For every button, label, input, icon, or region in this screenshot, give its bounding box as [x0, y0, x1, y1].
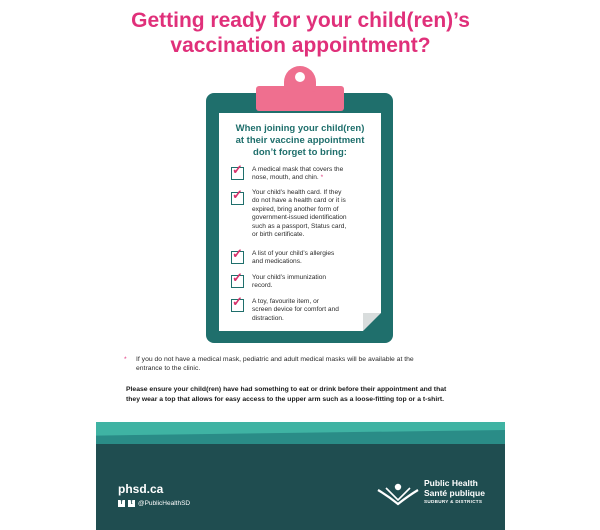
footnote-text — [136, 355, 456, 373]
twitter-icon[interactable]: t — [128, 500, 135, 507]
checklist-item-line: A toy, favourite item, or — [252, 298, 319, 305]
checklist-heading-line-1: When joining your child(ren) — [235, 123, 365, 134]
checklist-heading — [219, 123, 381, 159]
checklist-item-line: Your child’s health card. If they — [252, 189, 342, 196]
checklist-item-line: and medications. — [252, 258, 302, 266]
checklist-item-line: screen device for comfort and — [252, 306, 339, 314]
checkmark-icon: ✓ — [232, 294, 243, 309]
footnote-line-2: entrance to the clinic. — [136, 365, 201, 372]
checklist-item-line: do not have a health card or it is — [252, 197, 346, 205]
checkmark-icon: ✓ — [232, 270, 243, 285]
footnote-star: * — [124, 356, 127, 363]
website-link[interactable]: phsd.ca — [118, 482, 164, 496]
checklist-item-line: record. — [252, 282, 273, 290]
checkmark-icon: ✓ — [232, 187, 243, 202]
title-line-2: vaccination appointment? — [170, 34, 431, 57]
checklist-item-line: or birth certificate. — [252, 231, 305, 239]
instruction-note — [126, 385, 476, 404]
checklist-item-text — [252, 250, 371, 267]
checklist-item-line: such as a passport, Status card, — [252, 222, 347, 230]
checklist-heading-line-2: at their vaccine appointment — [235, 135, 365, 146]
checklist-item-line: Your child’s immunization — [252, 274, 327, 281]
footnote-star: * — [320, 174, 324, 182]
social-links — [118, 500, 190, 507]
title-line-1: Getting ready for your child(ren)’s — [131, 9, 470, 32]
checklist-item-line: A list of your child’s allergies — [252, 250, 335, 257]
checklist-heading-line-3: don’t forget to bring: — [253, 147, 347, 158]
logo-subtitle: SUDBURY & DISTRICTS — [424, 499, 483, 504]
page-title — [96, 8, 505, 58]
checkmark-icon: ✓ — [232, 162, 243, 177]
checklist-item-line: nose, mouth, and chin. * — [252, 174, 324, 182]
checklist-item-text — [252, 274, 371, 291]
footnote-line-1: If you do not have a medical mask, pediatric and adult medical masks will be available at the — [136, 356, 414, 363]
logo-english: Public Health — [424, 478, 478, 488]
checklist-item-text — [252, 166, 371, 183]
clipboard-ring-hole — [295, 72, 305, 82]
instruction-line-2: they wear a top that allows for easy access to the upper arm such as a loose-fitting top or a t-shirt. — [126, 395, 445, 403]
logo-french: Santé publique — [424, 488, 485, 498]
checklist-item-line: A medical mask that covers the — [252, 166, 344, 173]
checklist-item-line: expired, bring another form of — [252, 205, 339, 213]
public-health-logo-icon — [376, 482, 420, 510]
checklist-item-text — [252, 189, 371, 239]
facebook-icon[interactable]: f — [118, 500, 125, 507]
checklist-item-text — [252, 298, 371, 323]
instruction-line-1: Please ensure your child(ren) have had something to eat or drink before their appointment and that — [126, 386, 447, 393]
checkmark-icon: ✓ — [232, 246, 243, 261]
checklist-item-line: distraction. — [252, 314, 284, 322]
social-handle[interactable]: @PublicHealthSD — [138, 500, 191, 507]
poster — [96, 0, 505, 530]
organization-logo-text — [424, 478, 485, 505]
checklist-item-line: government-issued identification — [252, 214, 347, 222]
